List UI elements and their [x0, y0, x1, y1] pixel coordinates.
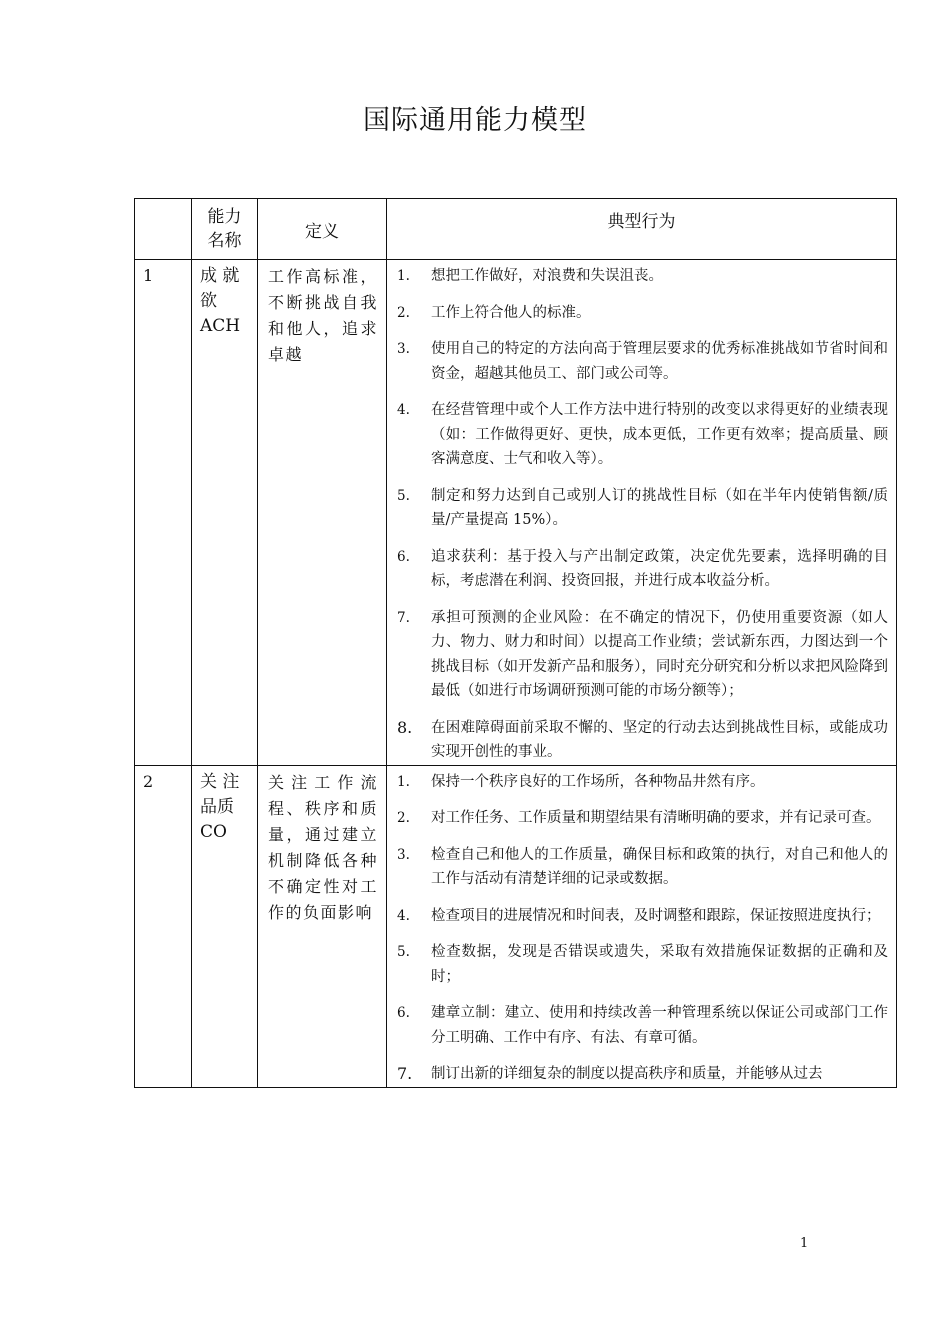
header-definition: 定义: [258, 199, 387, 260]
behavior-text: 对工作任务、工作质量和期望结果有清晰明确的要求，并有记录可查。: [431, 810, 881, 826]
behavior-text: 制定和努力达到自己或别人订的挑战性目标（如在半年内使销售额/质量/产量提高 15%）。: [431, 487, 888, 528]
behavior-item: [395, 398, 888, 472]
behavior-number: 2.: [397, 810, 410, 826]
behavior-text: 承担可预测的企业风险：在不确定的情况下，仍使用重要资源（如人力、物力、财力和时间）以提高工作业绩；尝试新东西，力图达到一个挑战目标（如开发新产品和服务），同时充分研究和分析以求把风险降到最低（如进行市场调研预测可能的市场分额等）；: [431, 609, 888, 699]
behavior-text: 在经营管理中或个人工作方法中进行特别的改变以求得更好的业绩表现（如：工作做得更好、更快，成本更低，工作更有效率；提高质量、顾客满意度、士气和收入等）。: [431, 402, 888, 467]
behavior-number: 7.: [397, 1064, 413, 1083]
behavior-item: [395, 545, 888, 594]
behavior-text: 制订出新的详细复杂的制度以提高秩序和质量，并能够从过去: [431, 1066, 823, 1082]
behavior-item: [395, 904, 888, 929]
competency-table: [134, 198, 897, 1088]
row-number: 2: [135, 765, 192, 1087]
header-ability-name: [192, 199, 258, 260]
behavior-text: 使用自己的特定的方法向高于管理层要求的优秀标准挑战如节省时间和资金，超越其他员工、部门或公司等。: [431, 341, 888, 382]
behavior-text: 在困难障碍面前采取不懈的、坚定的行动去达到挑战性目标，或能成功实现开创性的事业。: [431, 719, 888, 760]
behavior-number: 4.: [397, 907, 410, 924]
behavior-number: 6.: [397, 1005, 410, 1021]
behavior-number: 2.: [397, 304, 410, 321]
behavior-number: 5.: [397, 487, 410, 504]
behavior-text: 想把工作做好，对浪费和失误沮丧。: [431, 268, 663, 284]
ability-code: ACH: [200, 316, 241, 336]
behavior-item: [395, 843, 888, 892]
behavior-text: 检查项目的进展情况和时间表，及时调整和跟踪，保证按照进度执行；: [431, 907, 881, 924]
behavior-item: [395, 1001, 888, 1050]
row-number: 1: [135, 260, 192, 766]
behavior-item: [395, 606, 888, 704]
ability-name-cell: [192, 765, 258, 1087]
behavior-number: 4.: [397, 402, 410, 418]
behavior-number: 3.: [397, 846, 410, 863]
behavior-number: 1.: [397, 773, 410, 790]
behavior-item: [395, 301, 888, 326]
behavior-item: [395, 716, 888, 765]
behavior-number: 5.: [397, 944, 410, 960]
definition-cell: 关注工作流程、秩序和质量，通过建立机制降低各种不确定性对工作的负面影响: [258, 765, 387, 1087]
behavior-item: [395, 1062, 888, 1087]
behaviors-cell: [387, 260, 897, 766]
behavior-number: 1.: [397, 268, 410, 284]
document-title: 国际通用能力模型: [363, 105, 587, 136]
behavior-number: 3.: [397, 341, 410, 357]
table-row: [135, 765, 897, 1087]
table-row: [135, 260, 897, 766]
behavior-item: [395, 806, 888, 831]
table-header-row: [135, 199, 897, 260]
behavior-text: 检查自己和他人的工作质量，确保目标和政策的执行，对自己和他人的工作与活动有清楚详细的记录或数据。: [431, 846, 888, 887]
behavior-item: [395, 770, 888, 795]
behavior-text: 保持一个秩序良好的工作场所，各种物品井然有序。: [431, 773, 765, 790]
behavior-number: 7.: [397, 609, 410, 626]
behavior-text: 追求获利：基于投入与产出制定政策，决定优先要素，选择明确的目标，考虑潜在利润、投资回报，并进行成本收益分析。: [431, 548, 888, 589]
ability-name-cn: 关 注 品质: [200, 771, 240, 817]
page-number: 1: [800, 1236, 809, 1251]
behavior-text: 建章立制：建立、使用和持续改善一种管理系统以保证公司或部门工作分工明确、工作中有序、有法、有章可循。: [431, 1005, 888, 1046]
behavior-number: 8.: [397, 717, 413, 737]
behavior-item: [395, 264, 888, 289]
header-ability-name-text: 能力名称: [207, 207, 242, 251]
definition-cell: 工作高标准，不断挑战自我和他人，追求卓越: [258, 260, 387, 766]
behavior-number: 6.: [397, 548, 410, 565]
ability-name-cell: [192, 260, 258, 766]
behavior-item: [395, 940, 888, 989]
behavior-text: 工作上符合他人的标准。: [431, 304, 591, 321]
behavior-text: 检查数据，发现是否错误或遗失，采取有效措施保证数据的正确和及时；: [431, 944, 888, 985]
behaviors-cell: [387, 765, 897, 1087]
header-typical-behavior: 典型行为: [387, 199, 897, 260]
header-no: [135, 199, 192, 260]
ability-name-cn: 成 就 欲: [200, 266, 240, 311]
ability-code: CO: [200, 821, 227, 842]
behavior-item: [395, 337, 888, 386]
behavior-item: [395, 484, 888, 533]
